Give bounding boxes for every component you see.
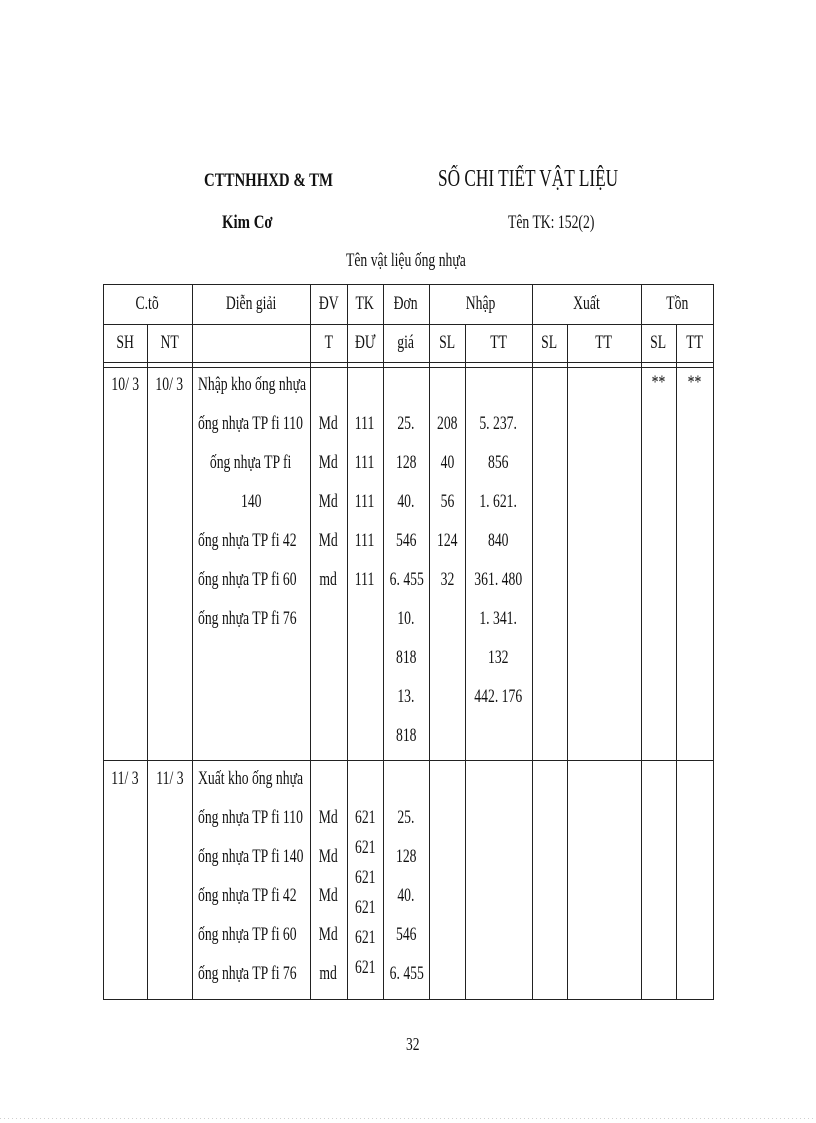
s1-tk: 111 xyxy=(355,413,375,434)
s2-don-gia: 40. xyxy=(397,885,415,906)
header-tk: TK xyxy=(355,293,375,314)
s1-desc: ống nhựa TP fi 60 xyxy=(198,569,297,590)
s1-don-gia: 13. xyxy=(397,686,415,707)
s2-tk: 621 xyxy=(354,927,376,948)
s1-tk: 111 xyxy=(355,530,375,551)
header-tk2: ĐƯ xyxy=(354,332,376,353)
header-don: Đơn xyxy=(394,293,418,314)
page-bottom-dotted-rule xyxy=(0,1118,816,1119)
s2-desc: ống nhựa TP fi 76 xyxy=(198,963,297,984)
account-label: Tên TK: 152(2) xyxy=(508,212,595,233)
s1-nhap-tt: 856 xyxy=(488,452,509,473)
s1-tk: 111 xyxy=(355,491,375,512)
header-nhap: Nhập xyxy=(465,293,496,314)
s1-dvt: Md xyxy=(318,530,339,551)
s2-nt: 11/ 3 xyxy=(155,768,184,789)
s1-nhap-sl: 56 xyxy=(440,491,454,512)
s1-nhap-sl: 32 xyxy=(440,569,454,590)
s2-desc: ống nhựa TP fi 110 xyxy=(198,807,303,828)
header-ton-sl: SL xyxy=(650,332,667,353)
header-dvt: ĐV xyxy=(318,293,339,314)
header-sh: SH xyxy=(116,332,134,353)
s1-desc: ống nhựa TP fi 110 xyxy=(198,413,303,434)
s1-dvt: Md xyxy=(318,413,339,434)
material-name: Tên vật liệu ống nhựa xyxy=(346,250,466,271)
s1-nhap-tt: 1. 621. xyxy=(479,491,518,512)
s1-nhap-tt: 5. 237. xyxy=(479,413,518,434)
s1-desc: ống nhựa TP fi 42 xyxy=(198,530,297,551)
s1-nhap-sl: 40 xyxy=(440,452,454,473)
s2-don-gia: 128 xyxy=(395,846,417,867)
s1-desc: 140 xyxy=(240,491,262,512)
s1-dvt: md xyxy=(319,569,338,590)
s1-nhap-sl: 124 xyxy=(436,530,458,551)
s2-tk: 621 xyxy=(354,867,376,888)
s2-dvt: Md xyxy=(318,846,339,867)
s1-nhap-tt: 361. 480 xyxy=(474,569,523,590)
s2-desc: Xuất kho ống nhựa xyxy=(198,768,304,789)
s1-dvt: Md xyxy=(318,452,339,473)
s1-don-gia: 546 xyxy=(395,530,417,551)
s1-tk: 111 xyxy=(355,569,375,590)
s2-don-gia: 6. 455 xyxy=(389,963,424,984)
header-dien-giai: Diễn giải xyxy=(225,293,277,314)
page-number: 32 xyxy=(406,1034,420,1054)
s1-ton-tt: ** xyxy=(687,372,702,393)
header-ct: C.tõ xyxy=(135,293,160,314)
s1-don-gia: 10. xyxy=(397,608,415,629)
s2-don-gia: 546 xyxy=(395,924,417,945)
s1-nhap-tt: 442. 176 xyxy=(474,686,523,707)
s2-tk: 621 xyxy=(354,807,376,828)
s1-nt: 10/ 3 xyxy=(155,374,184,395)
s1-nhap-sl: 208 xyxy=(436,413,458,434)
s1-nhap-tt: 840 xyxy=(488,530,509,551)
document-title: SỔ CHI TIẾT VẬT LIỆU xyxy=(438,166,619,192)
s2-dvt: Md xyxy=(318,885,339,906)
s2-tk: 621 xyxy=(354,957,376,978)
s2-tk: 621 xyxy=(354,837,376,858)
s2-tk: 621 xyxy=(354,897,376,918)
header-ton: Tồn xyxy=(665,293,689,314)
s1-don-gia: 25. xyxy=(397,413,415,434)
header-xuat-sl: SL xyxy=(541,332,558,353)
s2-desc: ống nhựa TP fi 42 xyxy=(198,885,297,906)
header-dvt2: T xyxy=(324,332,333,353)
header-nhap-sl: SL xyxy=(439,332,455,353)
s1-desc: ống nhựa TP fi 76 xyxy=(198,608,297,629)
s1-nhap-tt: 132 xyxy=(488,647,509,668)
s1-desc: Nhập kho ống nhựa xyxy=(198,374,307,395)
s2-dvt: Md xyxy=(318,807,339,828)
header-nhap-tt: TT xyxy=(490,332,507,353)
s2-desc: ống nhựa TP fi 60 xyxy=(198,924,297,945)
s1-sh: 10/ 3 xyxy=(111,374,139,395)
s2-sh: 11/ 3 xyxy=(111,768,139,789)
s2-dvt: Md xyxy=(318,924,339,945)
company-name-line2: Kim Cơ xyxy=(222,212,273,233)
s2-desc: ống nhựa TP fi 140 xyxy=(198,846,304,867)
header-gia: giá xyxy=(397,332,415,353)
s1-don-gia: 128 xyxy=(395,452,417,473)
s2-dvt: md xyxy=(319,963,338,984)
s1-don-gia: 818 xyxy=(395,725,417,746)
s1-dvt: Md xyxy=(318,491,339,512)
header-ton-tt: TT xyxy=(686,332,703,353)
company-name: CTTNHHXD & TM xyxy=(204,170,334,191)
s1-don-gia: 6. 455 xyxy=(389,569,424,590)
s1-nhap-tt: 1. 341. xyxy=(479,608,518,629)
ledger-table xyxy=(103,284,714,1000)
s2-don-gia: 25. xyxy=(397,807,415,828)
header-xuat-tt: TT xyxy=(595,332,613,353)
s1-tk: 111 xyxy=(355,452,375,473)
header-xuat: Xuất xyxy=(573,293,600,314)
s1-don-gia: 818 xyxy=(395,647,417,668)
s1-ton-sl: ** xyxy=(651,372,666,393)
s1-don-gia: 40. xyxy=(397,491,415,512)
s1-desc: ống nhựa TP fi xyxy=(210,452,292,473)
header-nt: NT xyxy=(160,332,179,353)
